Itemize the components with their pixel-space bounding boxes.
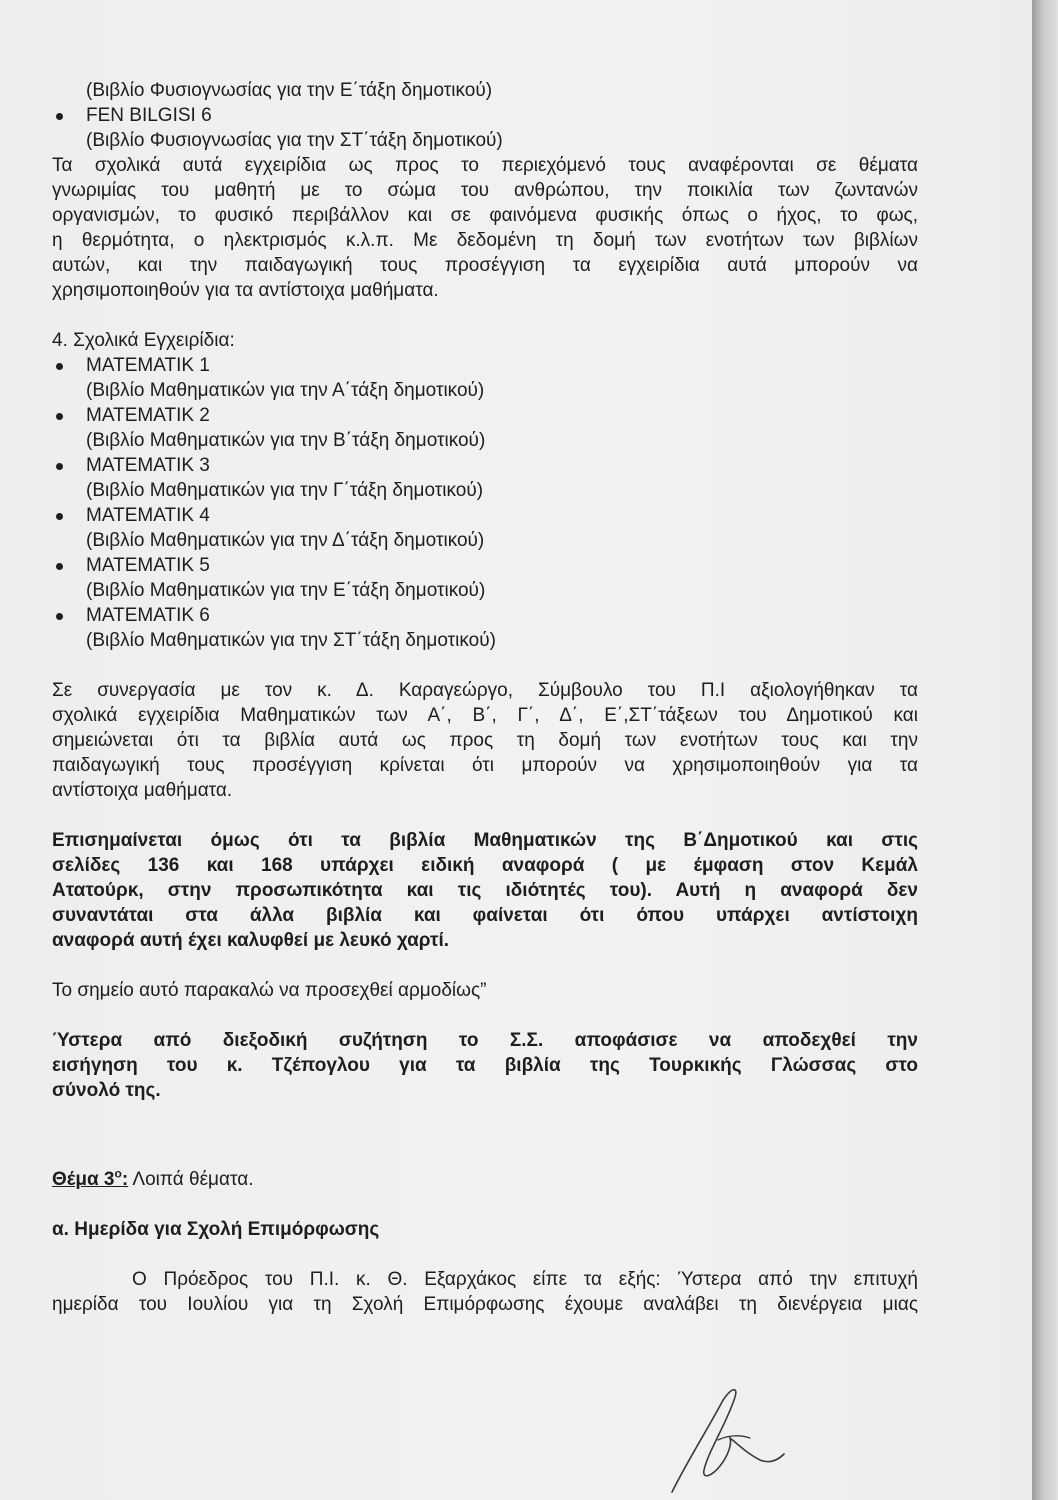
text-line: χρησιμοποιηθούν για τα αντίστοιχα μαθήματα. (52, 280, 439, 301)
list-item: MATEMATIK 1 (52, 353, 918, 378)
topic-text: Λοιπά θέματα. (128, 1169, 254, 1190)
text-line: Ύστερα από διεξοδική συζήτηση το Σ.Σ. αποφάσισε να αποδεχθεί την (52, 1030, 918, 1051)
text-line: γνωριμίας του μαθητή με το σώμα του ανθρώπου, την ποικιλία των ζωντανών (52, 180, 918, 201)
text-line: παιδαγωγική τους προσέγγιση κρίνεται ότι μπορούν να χρησιμοποιηθούν για τα (52, 755, 918, 776)
request-note: Το σημείο αυτό παρακαλώ να προσεχθεί αρμοδίως” (52, 980, 487, 1001)
text-line: οργανισμών, το φυσικό περιβάλλον και σε φαινόμενα φυσικής όπως ο ήχος, το φως, (52, 205, 918, 226)
list-item: FEN BILGISI 6 (52, 103, 918, 128)
text-line: εισήγηση του κ. Τζέπογλου για τα βιβλία της Τουρκικής Γλώσσας στο (52, 1055, 918, 1076)
text-line: Τα σχολικά αυτά εγχειρίδια ως προς το περιεχόμενό τους αναφέρονται σε θέματα (52, 155, 918, 176)
paragraph-math-evaluation (52, 678, 918, 803)
section-heading: 4. Σχολικά Εγχειρίδια: (52, 330, 235, 351)
text-line: σελίδες 136 και 168 υπάρχει ειδική αναφορά ( με έμφαση στον Κεμάλ (52, 855, 918, 876)
topic-heading (52, 1167, 918, 1192)
list-item-desc: (Βιβλίο Μαθηματικών για την Ε΄τάξη δημοτικού) (86, 580, 486, 601)
list-item-desc: (Βιβλίο Μαθηματικών για την Δ΄τάξη δημοτικού) (86, 530, 485, 551)
handwritten-signature (660, 1380, 790, 1495)
list-item: MATEMATIK 6 (52, 603, 918, 628)
text-line: (Βιβλίο Φυσιογνωσίας για την Ε΄τάξη δημοτικού) (86, 80, 493, 101)
text-line: σύνολό της. (52, 1080, 161, 1101)
text-line: ημερίδα του Ιουλίου για τη Σχολή Επιμόρφωσης έχουμε αναλάβει τη διενέργεια μιας (52, 1294, 918, 1315)
text-line: αυτών, και την παιδαγωγική τους προσέγγιση τα εγχειρίδια αυτά μπορούν να (52, 255, 918, 276)
text-line: η θερμότητα, ο ηλεκτρισμός κ.λ.π. Με δεδομένη τη δομή των ενοτήτων των βιβλίων (52, 230, 918, 251)
list-item-desc: (Βιβλίο Μαθηματικών για την ΣΤ΄τάξη δημοτικού) (86, 630, 496, 651)
list-item: MATEMATIK 3 (52, 453, 918, 478)
text-line: Ο Πρόεδρος του Π.Ι. κ. Θ. Εξαρχάκος είπε τα εξής: Ύστερα από την επιτυχή (132, 1269, 918, 1290)
text-line: Ατατούρκ, στην προσωπικότητα και τις ιδιότητές του). Αυτή η αναφορά δεν (52, 880, 918, 901)
text-line: σχολικά εγχειρίδια Μαθηματικών των Α΄, Β΄, Γ΄, Δ΄, Ε΄,ΣΤ΄τάξεων του Δημοτικού και (52, 705, 918, 726)
text-line: σημειώνεται ότι τα βιβλία αυτά ως προς τη δομή των ενοτήτων τους και την (52, 730, 918, 751)
list-item: MATEMATIK 4 (52, 503, 918, 528)
topic-label: Θέμα $3^o$: (52, 1166, 129, 1190)
document-body (52, 78, 918, 1317)
list-item-desc: (Βιβλίο Μαθηματικών για την Α΄τάξη δημοτικού) (86, 380, 485, 401)
paragraph-emphasis (52, 828, 918, 953)
list-item: MATEMATIK 2 (52, 403, 918, 428)
text-line: αναφορά αυτή έχει καλυφθεί με λευκό χαρτί. (52, 930, 450, 951)
paragraph-decision (52, 1028, 918, 1103)
paragraph-physics-books (52, 153, 918, 303)
sub-heading: α. Ημερίδα για Σχολή Επιμόρφωσης (52, 1219, 380, 1240)
text-line: (Βιβλίο Φυσιογνωσίας για την ΣΤ΄τάξη δημοτικού) (86, 130, 503, 151)
list-item-desc: (Βιβλίο Μαθηματικών για την Γ΄τάξη δημοτικού) (86, 480, 484, 501)
text-line: συναντάται στα άλλα βιβλία και φαίνεται ότι όπου υπάρχει αντίστοιχη (52, 905, 918, 926)
page-edge (1032, 0, 1058, 1500)
section-4 (52, 328, 918, 653)
text-line: αντίστοιχα μαθήματα. (52, 780, 233, 801)
text-line: Επισημαίνεται όμως ότι τα βιβλία Μαθηματικών της Β΄Δημοτικού και στις (52, 830, 918, 851)
text-line: Σε συνεργασία με τον κ. Δ. Καραγεώργο, Σύμβουλο του Π.Ι αξιολογήθηκαν τα (52, 680, 918, 701)
paragraph-seminar (52, 1267, 918, 1317)
list-item: MATEMATIK 5 (52, 553, 918, 578)
list-item-desc: (Βιβλίο Μαθηματικών για την Β΄τάξη δημοτικού) (86, 430, 486, 451)
